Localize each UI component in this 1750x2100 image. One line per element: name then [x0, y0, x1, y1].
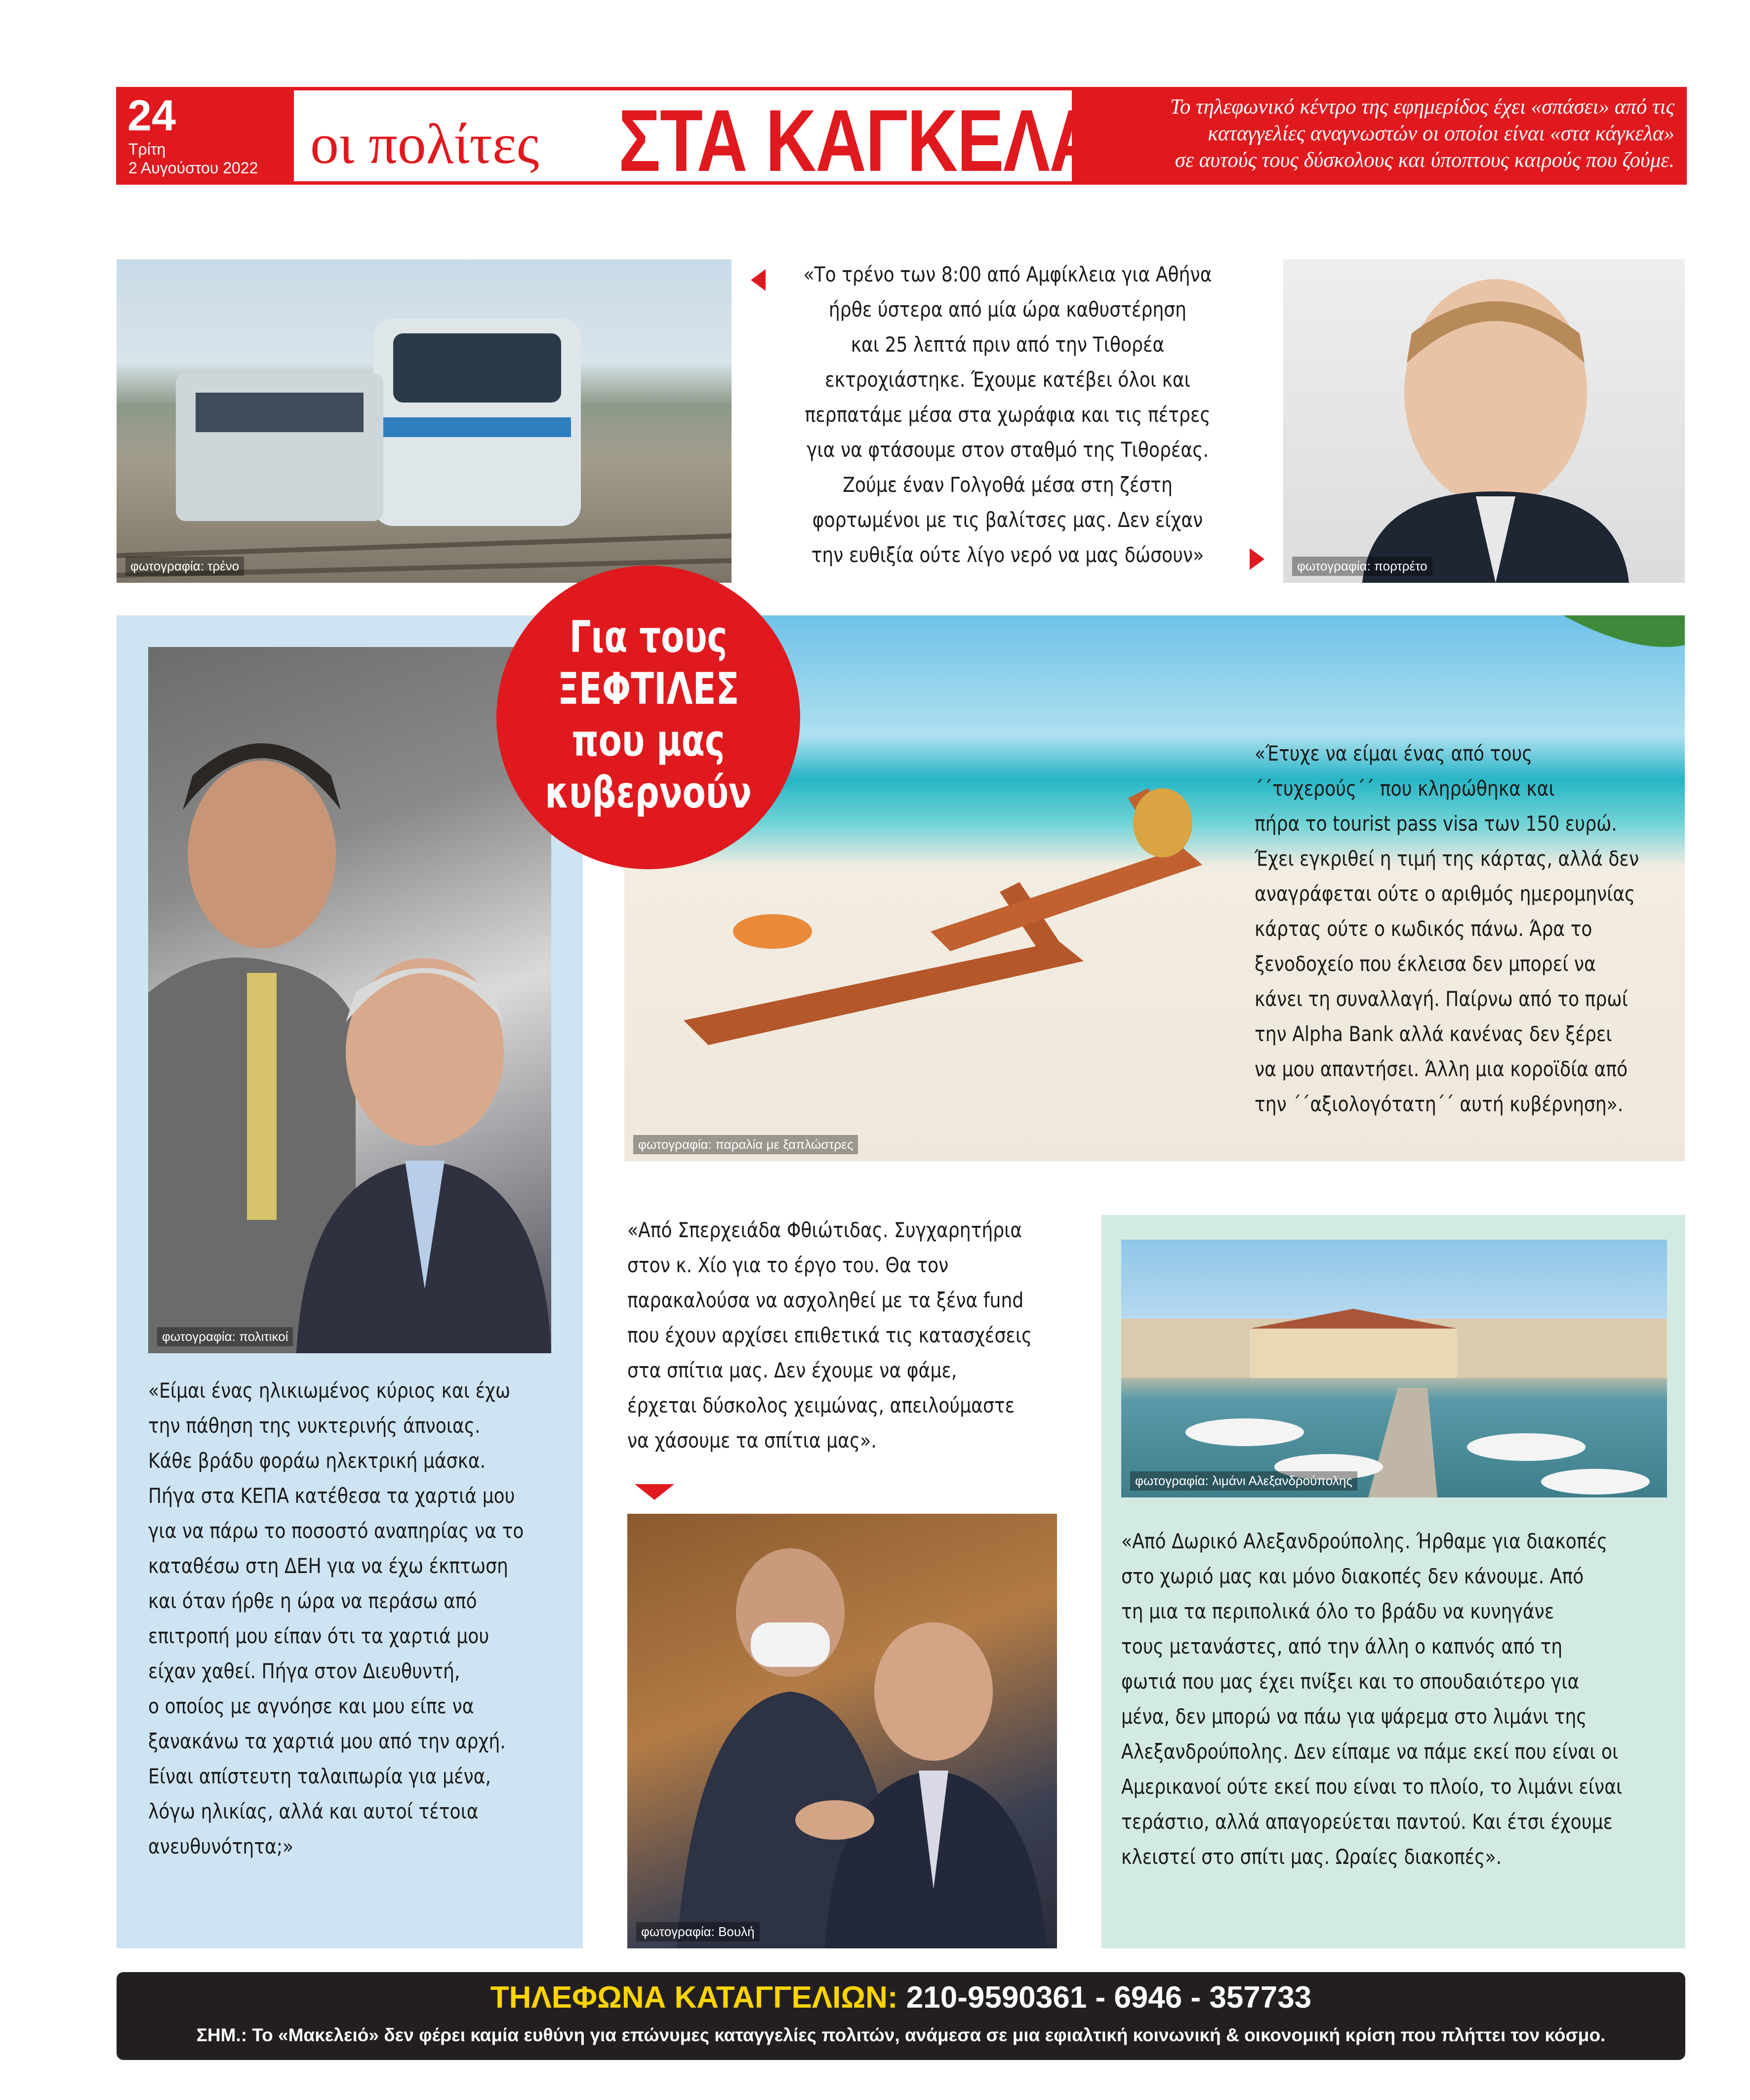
- photo-caption: φωτογραφία: πορτρέτο: [1292, 557, 1432, 576]
- footer-bar: [117, 1972, 1685, 2060]
- section-title: ΣΤΑ ΚΑΓΚΕΛΑ: [618, 91, 1099, 190]
- photo-caption: φωτογραφία: λιμάνι Αλεξανδρούπολης: [1130, 1471, 1357, 1491]
- portrait-illustration: [1283, 259, 1685, 583]
- disclaimer: ΣΗΜ.: Το «Μακελειό» δεν φέρει καμία ευθύνη για επώνυμες καταγγελίες πολιτών, ανάμεσα σε μια εφιαλτική κοινωνική & οικονομική κρίση που πλήττει τον κόσμο.: [196, 2025, 1606, 2045]
- headline-line: ΞΕΦΤΙΛΕΣ: [557, 663, 739, 714]
- headline-line: Για τους: [569, 611, 728, 662]
- headline-line: κυβερνούν: [545, 767, 752, 818]
- page-info: [123, 92, 286, 181]
- politicians-illustration: [148, 647, 551, 1353]
- phones-label: ΤΗΛΕΦΩΝΑ ΚΑΤΑΓΓΕΛΙΩΝ:: [490, 1980, 898, 2015]
- harbor-illustration: [1121, 1240, 1667, 1497]
- section-description: [1077, 94, 1674, 174]
- quote-arrow-left-icon: [751, 269, 766, 291]
- issue-weekday: Τρίτη: [128, 140, 166, 158]
- parliament-photo: [627, 1514, 1057, 1948]
- photo-caption: φωτογραφία: τρένο: [125, 557, 244, 576]
- page-number: 24: [127, 91, 176, 140]
- politicians-photo: [148, 647, 551, 1353]
- portrait-photo: [1283, 259, 1685, 583]
- quote-arrow-right-icon: [1250, 548, 1264, 570]
- train-illustration: [117, 259, 732, 583]
- harbor-photo: [1121, 1240, 1667, 1497]
- parliament-illustration: [627, 1514, 1057, 1948]
- quote-elderly: «Είμαι ένας ηλικιωμένος κύριος και έχω την πάθηση της νυκτερινής άπνοιας. Κάθε βράδυ φοράω ηλεκτρική μάσκα. Πήγα στα ΚΕΠΑ κατέθεσα τα χαρτιά μου για να πάρω το ποσοστό αναπηρίας να το καταθέσω στη ΔΕΗ για να έχω έκπτωση και όταν ήρθε η ώρα να περάσω από επιτροπή μου είπαν ότι τα χαρτιά μου είχαν χαθεί. Πήγα στον Διευθυντή, ο οποίος με αγνόησε και μου είπε να ξανακάνω τα χαρτιά μου από την αρχή. Είναι απίστευτη ταλαιπωρία για μένα, λόγω ηλικίας, αλλά και αυτοί τέτοια ανευθυνότητα;»: [148, 1378, 524, 1858]
- description-line: καταγγελίες αναγνωστών οι οποίοι είναι «στα κάγκελα»: [1208, 122, 1674, 145]
- photo-caption: φωτογραφία: παραλία με ξαπλώστρες: [633, 1135, 858, 1154]
- quote-spercheiada: «Από Σπερχειάδα Φθιώτιδας. Συγχαρητήρια στον κ. Χίο για το έργο του. Θα τον παρακαλούσα να ασχοληθεί με τα ξένα fund που έχουν αρχίσει επιθετικά τις κατασχέσεις στα σπίτια μας. Δεν έχουμε να φάμε, έρχεται δύσκολος χειμώνας, απειλούμαστε να χάσουμε τα σπίτια μας».: [627, 1218, 1032, 1453]
- quote-train: «Το τρένο των 8:00 από Αμφίκλεια για Αθήνα ήρθε ύστερα από μία ώρα καθυστέρηση και 25 λεπτά πριν από την Τιθορέα εκτροχιάστηκε. Έχουμε κατέβει όλοι και περπατάμε μέσα στα χωράφια και τις πέτρες για να φτάσουμε στον σταθμό της Τιθορέας. Ζούμε έναν Γολγοθά μέσα στη ζέστη φορτωμένοι με τις βαλίτσες μας. Δεν είχαν την ευθιξία ούτε λίγο νερό να μας δώσουν»: [803, 262, 1212, 567]
- description-line: Το τηλεφωνικό κέντρο της εφημερίδος έχει «σπάσει» από τις: [1170, 95, 1674, 119]
- complaint-phones: [117, 1978, 1685, 2018]
- quote-tourist-pass: «Έτυχε να είμαι ένας από τους ΄΄τυχερούς΄΄ που κληρώθηκα και πήρα το tourist pass visa των 150 ευρώ. Έχει εγκριθεί η τιμή της κάρτας, αλλά δεν αναγράφεται ούτε ο αριθμός ημερομηνίας κάρτας ούτε ο κωδικός πάνω. Άρα το ξενοδοχείο που έκλεισα δεν μπορεί να κάνει τη συναλλαγή. Παίρνω από το πρωί την Alpha Bank αλλά κανένας δεν ξέρει να μου απαντήσει. Άλλη μια κοροϊδία από την ΄΄αξιολογότατη΄΄ αυτή κυβέρνηση».: [1255, 741, 1639, 1116]
- headline-circle: [496, 565, 800, 869]
- quote-alexandroupoli: «Από Δωρικό Αλεξανδρούπολης. Ήρθαμε για διακοπές στο χωριό μας και μόνο διακοπές δεν κάνουμε. Από τη μια τα περιπολικά όλο το βράδυ να κυνηγάνε τους μετανάστες, από την άλλη ο καπνός από τη φωτιά που μας έχει πνίξει και το σπουδαιότερο για μένα, δεν μπορώ να πάω για ψάρεμα στο λιμάνι της Αλεξανδρούπολης. Δεν είπαμε να πάμε εκεί που είναι οι Αμερικανοί ούτε εκεί που είναι το πλοίο, το λιμάνι είναι τεράστιο, αλλά απαγορεύεται παντού. Και έτσι έχουμε κλειστεί στο σπίτι μας. Ωραίες διακοπές».: [1121, 1529, 1623, 1869]
- description-line: σε αυτούς τους δύσκολους και ύποπτους καιρούς που ζούμε.: [1175, 149, 1674, 172]
- photo-caption: φωτογραφία: πολιτικοί: [157, 1327, 293, 1346]
- section-subtitle: οι πολίτες: [310, 113, 539, 176]
- quote-arrow-down-icon: [635, 1484, 674, 1500]
- train-photo: [117, 259, 732, 583]
- phones-numbers: 210-9590361 - 6946 - 357733: [906, 1980, 1312, 2015]
- headline-line: που μας: [571, 715, 725, 766]
- photo-caption: φωτογραφία: Βουλή: [636, 1922, 760, 1941]
- issue-date: 2 Αυγούστου 2022: [128, 159, 258, 177]
